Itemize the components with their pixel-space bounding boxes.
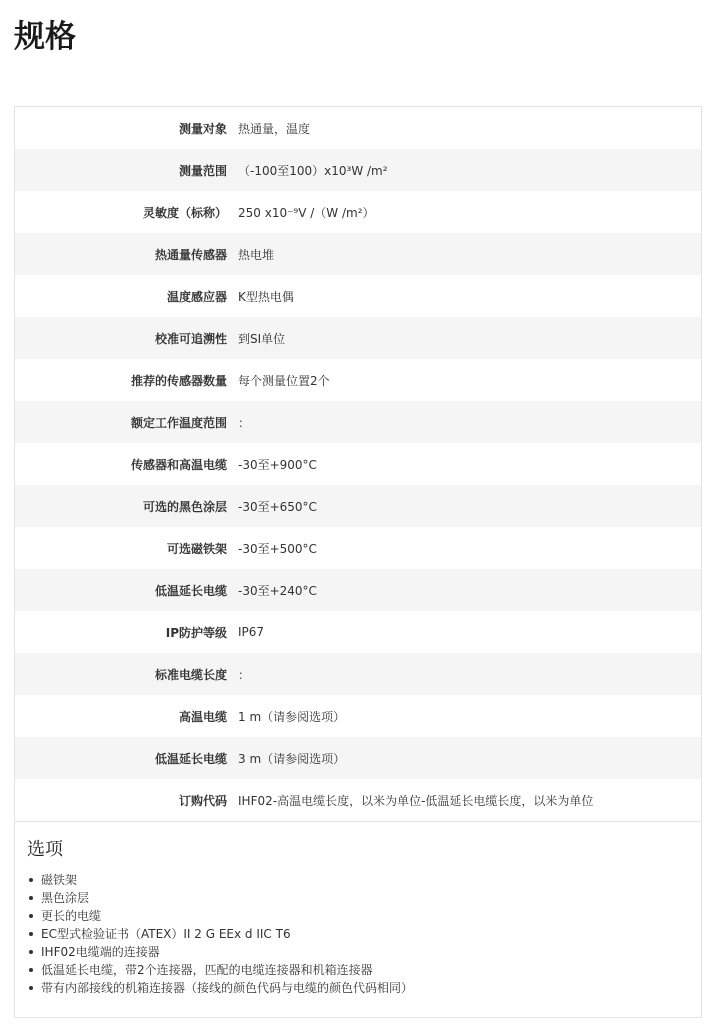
bullet-icon — [29, 968, 33, 972]
spec-row — [15, 653, 701, 695]
spec-row — [15, 527, 701, 569]
options-section — [15, 821, 701, 1017]
spec-label: 传感器和高温电缆 — [130, 457, 227, 472]
spec-row — [15, 275, 701, 317]
spec-row — [15, 569, 701, 611]
spec-value: ： — [238, 653, 701, 695]
spec-value: -30至+650°C — [238, 485, 701, 527]
option-item — [41, 961, 701, 979]
spec-table-body — [15, 107, 701, 821]
option-item — [41, 925, 701, 943]
spec-value: -30至+240°C — [238, 569, 701, 611]
spec-label: 额定工作温度范围 — [15, 401, 238, 443]
spec-label: 可选磁铁架 — [166, 541, 227, 556]
spec-row — [15, 191, 701, 233]
bullet-icon — [29, 914, 33, 918]
spec-label: 热通量传感器 — [15, 233, 238, 275]
spec-label: 低温延长电缆 — [15, 737, 238, 779]
spec-row — [15, 737, 701, 779]
spec-value: K型热电偶 — [238, 289, 294, 304]
spec-row — [15, 611, 701, 653]
spec-value: IHF02-高温电缆长度，以米为单位-低温延长电缆长度，以米为单位 — [238, 793, 594, 808]
options-list — [27, 871, 701, 997]
spec-box — [14, 106, 702, 1018]
option-item-label: IHF02电缆端的连接器 — [41, 945, 160, 959]
spec-label: 灵敏度（标称） — [142, 205, 227, 220]
spec-row — [15, 107, 701, 149]
spec-row — [15, 485, 701, 527]
bullet-icon — [29, 986, 33, 990]
spec-value: 到SI单位 — [238, 317, 701, 359]
spec-row — [15, 359, 701, 401]
spec-value: -30至+900°C — [238, 457, 317, 472]
spec-label: 校准可追溯性 — [15, 317, 238, 359]
spec-row — [15, 233, 701, 275]
bullet-icon — [29, 878, 33, 882]
spec-value: 热通量，温度 — [238, 121, 311, 136]
spec-label: 低温延长电缆 — [15, 569, 238, 611]
spec-label: 高温电缆 — [178, 709, 227, 724]
spec-value: 热电堆 — [238, 233, 701, 275]
spec-value: 每个测量位置2个 — [238, 373, 330, 388]
spec-label: IP防护等级 — [165, 625, 227, 640]
spec-value: IP67 — [238, 625, 265, 639]
spec-value: ： — [238, 401, 701, 443]
option-item — [41, 871, 701, 889]
bullet-icon — [29, 932, 33, 936]
spec-row — [15, 779, 701, 821]
spec-value: 1 m（请参阅选项） — [238, 709, 346, 724]
bullet-icon — [29, 950, 33, 954]
spec-label: 可选的黑色涂层 — [15, 485, 238, 527]
option-item — [41, 943, 701, 961]
option-item — [41, 979, 701, 997]
option-item-label: 磁铁架 — [41, 873, 78, 887]
option-item-label: 带有内部接线的机箱连接器（接线的颜色代码与电缆的颜色代码相同） — [41, 981, 414, 995]
page-title: 规格 — [14, 19, 76, 55]
spec-label: 标准电缆长度 — [15, 653, 238, 695]
option-item-label: 黑色涂层 — [41, 891, 90, 905]
spec-value: 3 m（请参阅选项） — [238, 737, 701, 779]
spec-label: 测量对象 — [178, 121, 227, 136]
options-title: 选项 — [27, 839, 63, 860]
spec-value: -30至+500°C — [238, 541, 317, 556]
spec-value: 250 x10⁻⁹V /（W /m²） — [238, 205, 375, 220]
option-item — [41, 907, 701, 925]
option-item — [41, 889, 701, 907]
spec-row — [15, 443, 701, 485]
spec-label: 测量范围 — [15, 149, 238, 191]
spec-label: 温度感应器 — [166, 289, 227, 304]
spec-row — [15, 149, 701, 191]
spec-value: （-100至100）x10³W /m² — [238, 149, 701, 191]
spec-label: 推荐的传感器数量 — [130, 373, 227, 388]
bullet-icon — [29, 896, 33, 900]
spec-row — [15, 401, 701, 443]
spec-table — [15, 107, 701, 821]
spec-label: 订购代码 — [178, 793, 227, 808]
option-item-label: EC型式检验证书（ATEX）II 2 G EEx d IIC T6 — [41, 927, 291, 941]
option-item-label: 低温延长电缆，带2个连接器，匹配的电缆连接器和机箱连接器 — [41, 963, 373, 977]
spec-row — [15, 695, 701, 737]
spec-row — [15, 317, 701, 359]
option-item-label: 更长的电缆 — [41, 909, 102, 923]
